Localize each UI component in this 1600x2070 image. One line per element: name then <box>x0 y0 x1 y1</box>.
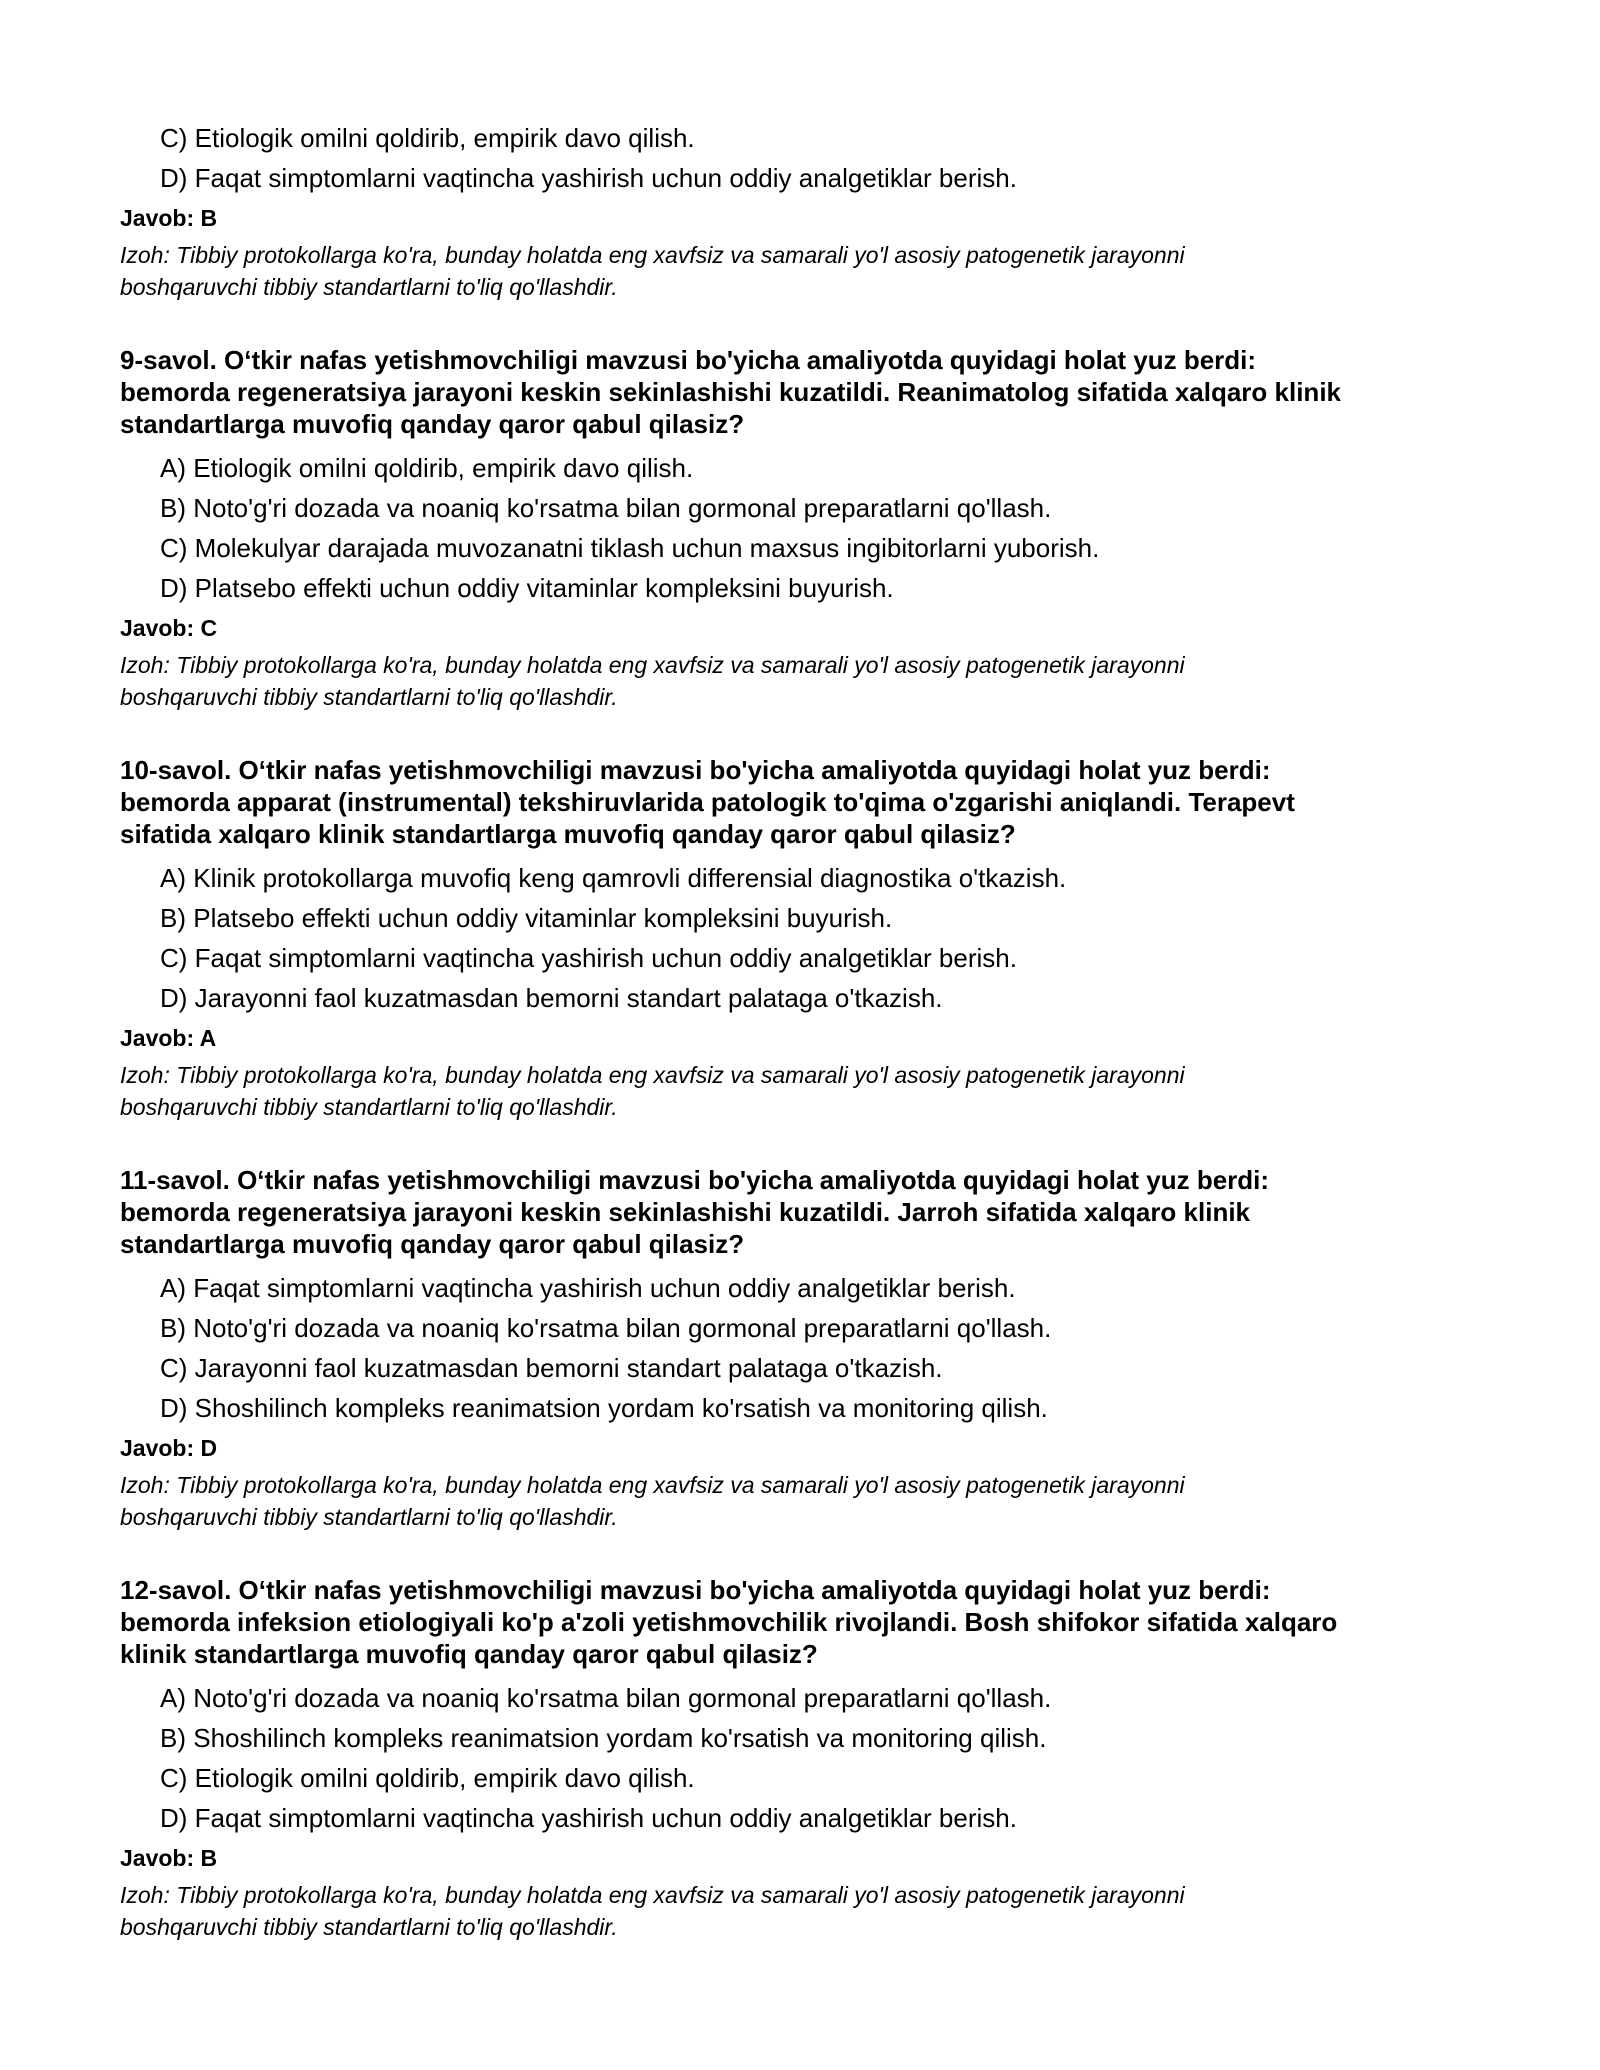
option-c: C) Etiologik omilni qoldirib, empirik davo qilish. <box>160 1763 695 1793</box>
option-c: C) Etiologik omilni qoldirib, empirik davo qilish. <box>160 123 695 153</box>
option-b: B) Noto'g'ri dozada va noaniq ko'rsatma bilan gormonal preparatlarni qo'llash. <box>160 493 1052 523</box>
explanation-note: Izoh: Tibbiy protokollarga ko'ra, bunday holatda eng xavfsiz va samarali yo'l asosiy patogenetik jarayonni boshqaruvchi tibbiy standartlarni to'liq qo'llashdir. <box>120 1882 1185 1940</box>
option-a: A) Etiologik omilni qoldirib, empirik davo qilish. <box>160 453 694 483</box>
question-12 <box>120 1574 1480 1943</box>
option-b: B) Platsebo effekti uchun oddiy vitaminlar kompleksini buyurish. <box>160 903 893 933</box>
option-c: C) Jarayonni faol kuzatmasdan bemorni standart palataga o'tkazish. <box>160 1353 943 1383</box>
answer-label: Javob: B <box>120 1845 218 1871</box>
answer-label: Javob: A <box>120 1025 217 1051</box>
option-d: D) Shoshilinch kompleks reanimatsion yordam ko'rsatish va monitoring qilish. <box>160 1393 1048 1423</box>
question-title: 11-savol. O‘tkir nafas yetishmovchiligi mavzusi bo'yicha amaliyotda quyidagi holat yuz berdi: bemorda regeneratsiya jarayoni keskin sekinlashishi kuzatildi. Jarroh sifatida xalqaro klinik standartlarga muvofiq qanday qaror qabul qilasiz? <box>120 1165 1270 1259</box>
option-d: D) Platsebo effekti uchun oddiy vitaminlar kompleksini buyurish. <box>160 573 894 603</box>
question-title: 12-savol. O‘tkir nafas yetishmovchiligi mavzusi bo'yicha amaliyotda quyidagi holat yuz berdi: bemorda infeksion etiologiyali ko'p a'zoli yetishmovchilik rivojlandi. Bosh shifokor sifatida xalqaro klinik standartlarga muvofiq qanday qaror qabul qilasiz? <box>120 1575 1338 1669</box>
answer-label: Javob: B <box>120 205 218 231</box>
explanation-note: Izoh: Tibbiy protokollarga ko'ra, bunday holatda eng xavfsiz va samarali yo'l asosiy patogenetik jarayonni boshqaruvchi tibbiy standartlarni to'liq qo'llashdir. <box>120 652 1185 710</box>
option-c: C) Faqat simptomlarni vaqtincha yashirish uchun oddiy analgetiklar berish. <box>160 943 1017 973</box>
option-d: D) Jarayonni faol kuzatmasdan bemorni standart palataga o'tkazish. <box>160 983 943 1013</box>
previous-question-continuation <box>120 118 1480 303</box>
option-c: C) Molekulyar darajada muvozanatni tiklash uchun maxsus ingibitorlarni yuborish. <box>160 533 1100 563</box>
option-b: B) Noto'g'ri dozada va noaniq ko'rsatma bilan gormonal preparatlarni qo'llash. <box>160 1313 1052 1343</box>
explanation-note: Izoh: Tibbiy protokollarga ko'ra, bunday holatda eng xavfsiz va samarali yo'l asosiy patogenetik jarayonni boshqaruvchi tibbiy standartlarni to'liq qo'llashdir. <box>120 1062 1185 1120</box>
option-a: A) Noto'g'ri dozada va noaniq ko'rsatma bilan gormonal preparatlarni qo'llash. <box>160 1683 1052 1713</box>
question-9 <box>120 344 1480 713</box>
option-b: B) Shoshilinch kompleks reanimatsion yordam ko'rsatish va monitoring qilish. <box>160 1723 1047 1753</box>
option-a: A) Faqat simptomlarni vaqtincha yashirish uchun oddiy analgetiklar berish. <box>160 1273 1016 1303</box>
option-a: A) Klinik protokollarga muvofiq keng qamrovli differensial diagnostika o'tkazish. <box>160 863 1067 893</box>
question-title: 10-savol. O‘tkir nafas yetishmovchiligi mavzusi bo'yicha amaliyotda quyidagi holat yuz berdi: bemorda apparat (instrumental) tekshiruvlarida patologik to'qima o'zgarishi aniqlandi. Terapevt sifatida xalqaro klinik standartlarga muvofiq qanday qaror qabul qilasiz? <box>120 755 1295 849</box>
explanation-note: Izoh: Tibbiy protokollarga ko'ra, bunday holatda eng xavfsiz va samarali yo'l asosiy patogenetik jarayonni boshqaruvchi tibbiy standartlarni to'liq qo'llashdir. <box>120 1472 1185 1530</box>
option-d: D) Faqat simptomlarni vaqtincha yashirish uchun oddiy analgetiklar berish. <box>160 1803 1017 1833</box>
question-title: 9-savol. O‘tkir nafas yetishmovchiligi mavzusi bo'yicha amaliyotda quyidagi holat yuz berdi: bemorda regeneratsiya jarayoni keskin sekinlashishi kuzatildi. Reanimatolog sifatida xalqaro klinik standartlarga muvofiq qanday qaror qabul qilasiz? <box>120 345 1341 439</box>
answer-label: Javob: D <box>120 1435 218 1461</box>
option-d: D) Faqat simptomlarni vaqtincha yashirish uchun oddiy analgetiklar berish. <box>160 163 1017 193</box>
question-10 <box>120 754 1480 1123</box>
question-11 <box>120 1164 1480 1533</box>
explanation-note: Izoh: Tibbiy protokollarga ko'ra, bunday holatda eng xavfsiz va samarali yo'l asosiy patogenetik jarayonni boshqaruvchi tibbiy standartlarni to'liq qo'llashdir. <box>120 242 1185 300</box>
answer-label: Javob: C <box>120 615 218 641</box>
document-page <box>120 118 1480 1943</box>
